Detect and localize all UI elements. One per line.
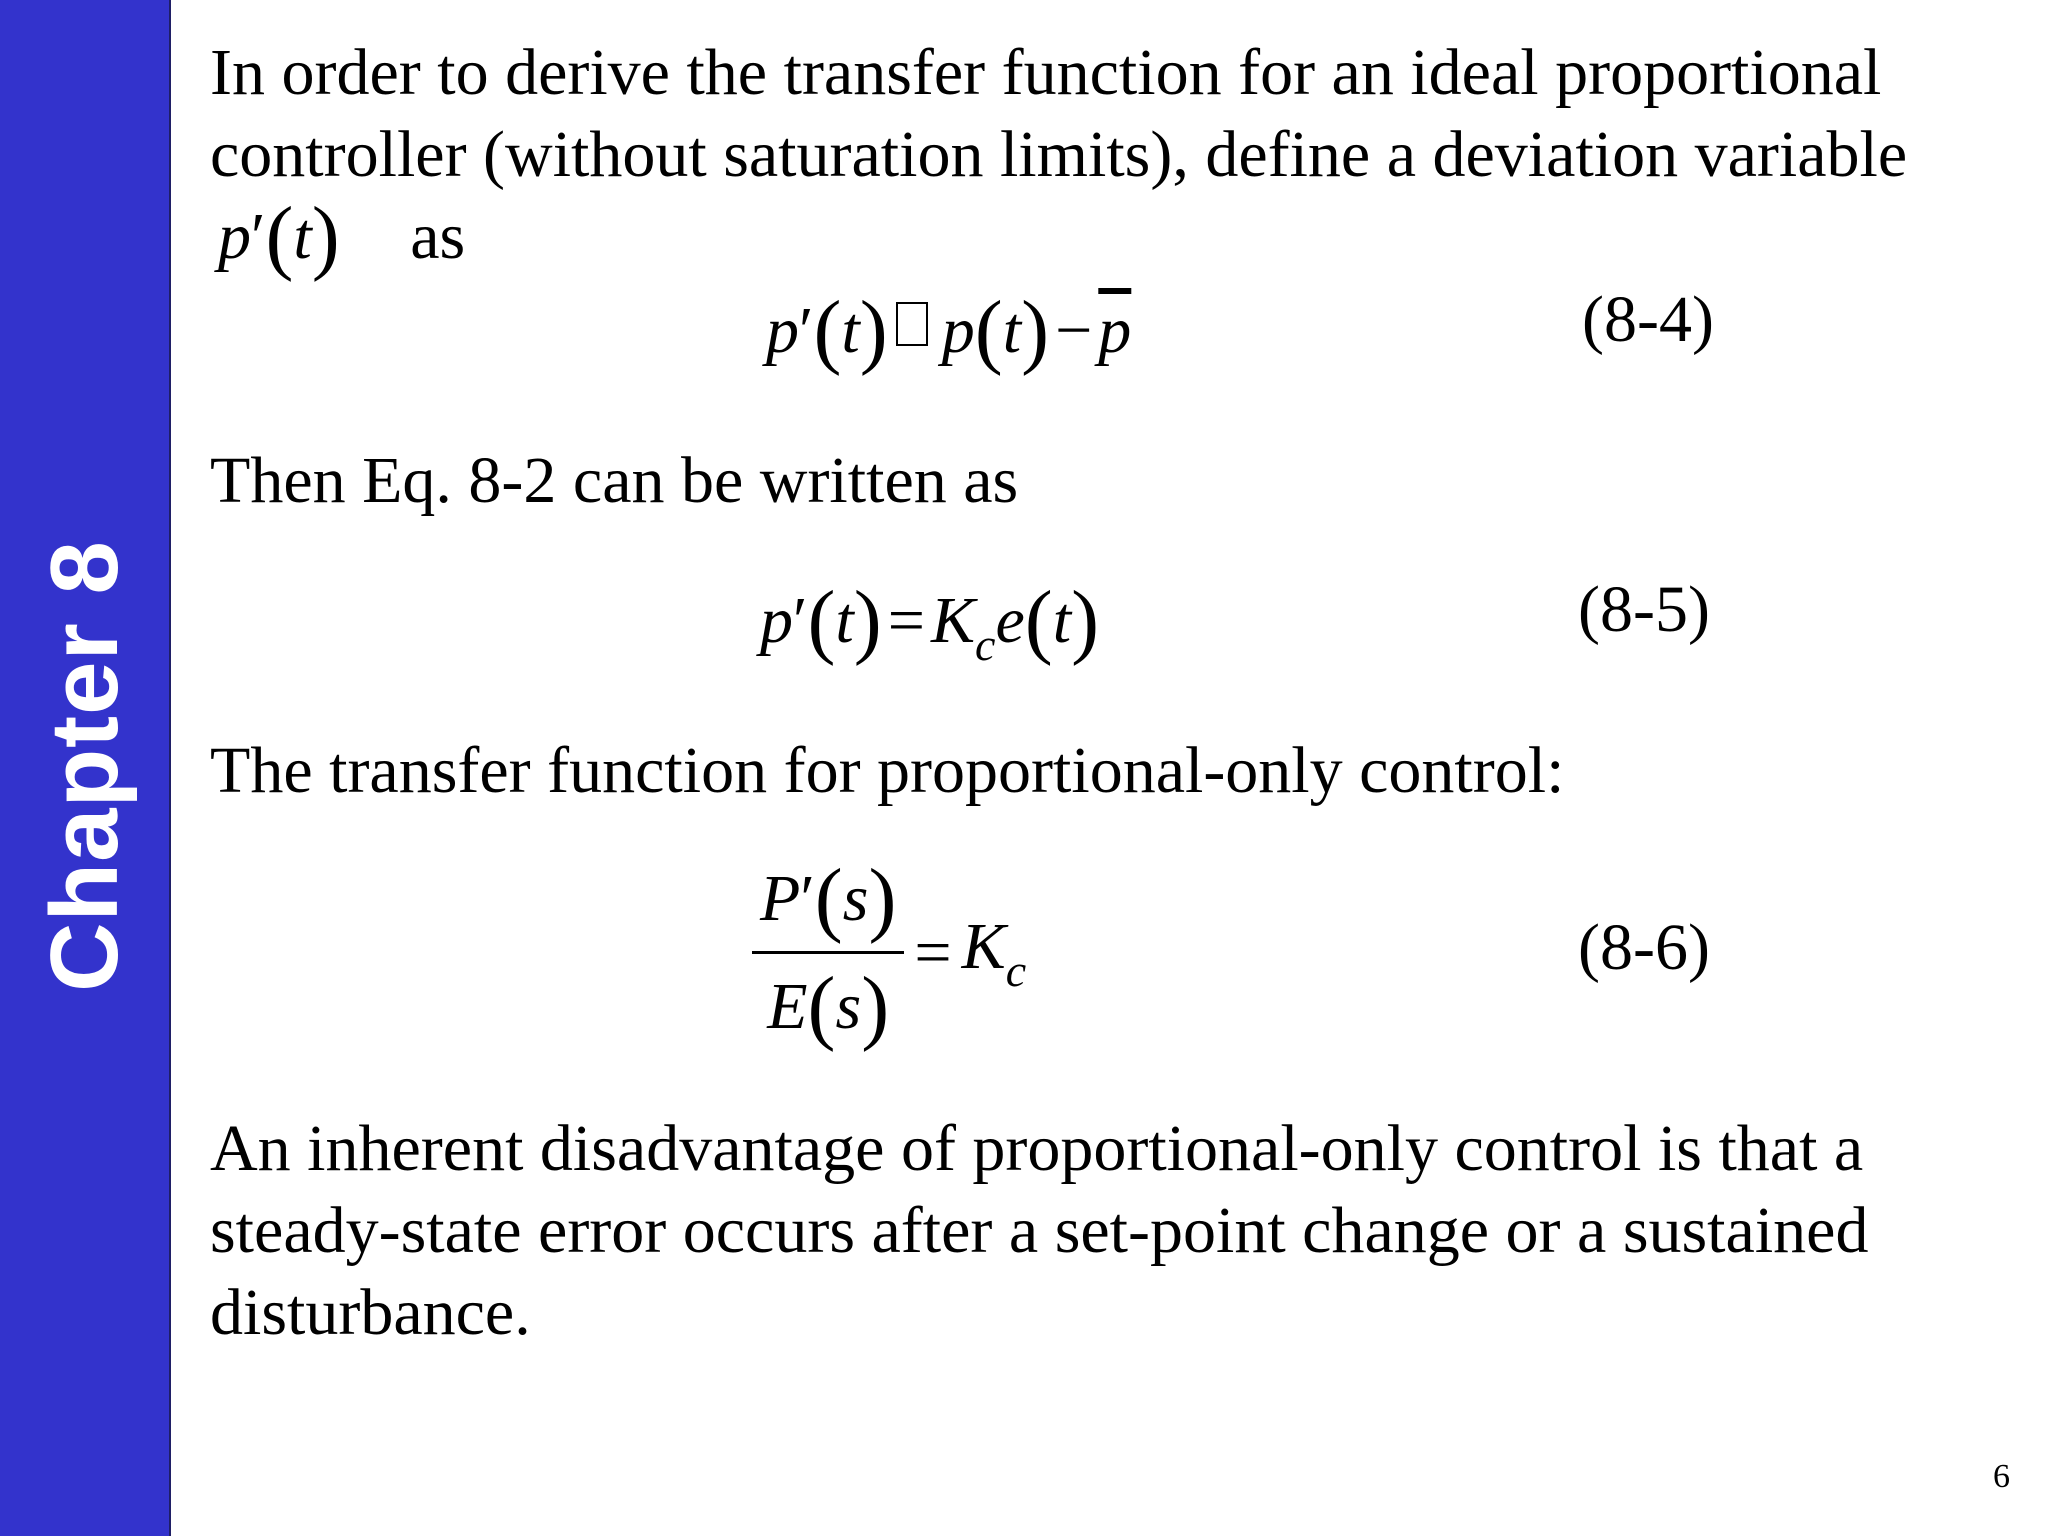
missing-glyph-box bbox=[896, 302, 928, 346]
equation-8-4-body: p′(t) $p(t)-\overline{p}$ bbox=[766, 284, 1132, 377]
numerator: P′(s) bbox=[760, 852, 897, 945]
equation-number-8-6: (8-6) bbox=[1578, 911, 1710, 984]
page-number: 6 bbox=[1993, 1458, 2010, 1495]
chapter-label: Chapter 8 bbox=[31, 540, 138, 992]
as-text: as bbox=[410, 200, 466, 273]
equation-number-8-4: (8-4) bbox=[1582, 283, 1714, 356]
conclusion-line-1: An inherent disadvantage of proportional-only control is that a bbox=[210, 1112, 1864, 1185]
intro-line-2: controller (without saturation limits), define a deviation variable bbox=[210, 118, 1908, 191]
intro-line-3: p′(t) as bbox=[218, 190, 466, 283]
conclusion-line-3: disturbance. bbox=[210, 1276, 531, 1349]
chapter-sidebar bbox=[0, 0, 171, 1536]
intro-line-1: In order to derive the transfer function for an ideal proportional bbox=[210, 36, 1882, 109]
equation-8-6-body: $\frac{P'(s)}{E(s)}$ = $K_c$ bbox=[752, 850, 1026, 1055]
conclusion-paragraph bbox=[210, 1108, 2010, 1354]
denominator: E(s) bbox=[752, 951, 904, 1055]
equation-8-5-body: $p'(t)=K_ce(t)$ bbox=[760, 574, 1100, 670]
var-t: t bbox=[293, 200, 312, 273]
var-p: p bbox=[218, 200, 251, 273]
p-bar: $\overline{p}$ bbox=[1098, 294, 1132, 367]
equation-number-8-5: (8-5) bbox=[1578, 573, 1710, 646]
fraction bbox=[752, 850, 904, 1055]
conclusion-line-2: steady-state error occurs after a set-point change or a sustained bbox=[210, 1194, 1869, 1267]
then-text: Then Eq. 8-2 can be written as bbox=[210, 444, 1019, 517]
transfer-function-text: The transfer function for proportional-only control: bbox=[210, 734, 1565, 807]
intro-paragraph bbox=[210, 32, 2010, 283]
